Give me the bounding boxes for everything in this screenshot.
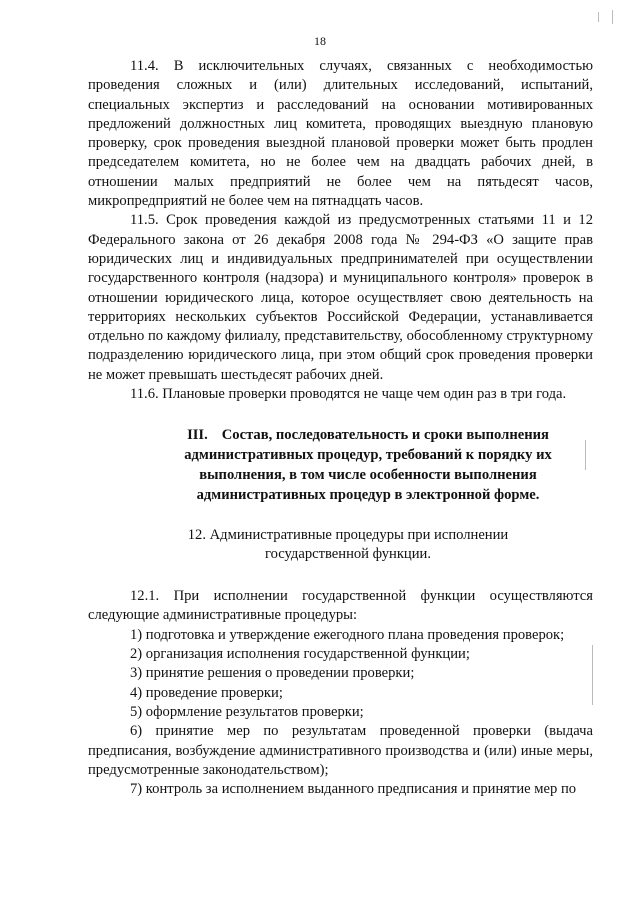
section-number: III. — [187, 427, 208, 444]
scan-artifact — [612, 10, 613, 24]
document-body — [88, 57, 593, 799]
scan-artifact — [598, 12, 599, 22]
paragraph-11-5: 11.5. Срок проведения каждой из предусмотренных статьями 11 и 12 Федерального закона от 26 декабря 2008 года № 294-ФЗ «О защите прав юридических лиц и индивидуальных предпринимателей при осуществлении государственного контроля (надзора) и муниципального контроля» проверок в отношении юридического лица, которое осуществляет свою деятельность на территориях нескольких субъектов Российской Федерации, устанавливается отдельно по каждому филиалу, представительству, обособленному структурному подразделению юридического лица, при этом общий срок проведения проверки не может превышать шестьдесят рабочих дней. — [88, 212, 593, 383]
paragraph-12-1: 12.1. При исполнении государственной функции осуществляются следующие административные процедуры: — [88, 588, 593, 624]
list-item: 3) принятие решения о проведении проверки; — [130, 665, 415, 682]
section-title: Состав, последовательность и сроки выполнения административных процедур, требований к порядку их выполнения, в том числе особенности выполнения административных процедур в электронной форме. — [184, 427, 552, 503]
list-item: 5) оформление результатов проверки; — [130, 703, 364, 720]
paragraph-11-6: 11.6. Плановые проверки проводятся не чаще чем один раз в три года. — [130, 386, 567, 403]
list-item: 7) контроль за исполнением выданного предписания и принятие мер по — [130, 781, 577, 798]
page-number: 18 — [314, 34, 326, 48]
list-item: 6) принятие мер по результатам проведенной проверки (выдача предписания, возбуждение административного производства и (или) иные меры, предусмотренные законодательством); — [88, 723, 593, 778]
scan-artifact — [585, 440, 586, 470]
list-item: 1) подготовка и утверждение ежегодного плана проведения проверок; — [130, 626, 565, 643]
list-item: 2) организация исполнения государственной функции; — [130, 646, 470, 663]
scan-artifact — [592, 645, 593, 705]
subsection-heading: 12. Административные процедуры при исполнении государственной функции. — [187, 526, 509, 563]
list-item: 4) проведение проверки; — [130, 684, 283, 701]
paragraph-11-4: 11.4. В исключительных случаях, связанных с необходимостью проведения сложных и (или) длительных исследований, испытаний, специальных экспертиз и расследований на основании мотивированных предложений должностных лиц комитета, проводящих выездную плановую проверку, срок проведения выездной плановой проверки может быть продлен председателем комитета, но не более чем на двадцать рабочих дней, в отношении малых предприятий не более чем на пятьдесят часов, микропредприятий не более чем на пятнадцать часов. — [88, 58, 593, 210]
section-heading — [163, 426, 573, 505]
